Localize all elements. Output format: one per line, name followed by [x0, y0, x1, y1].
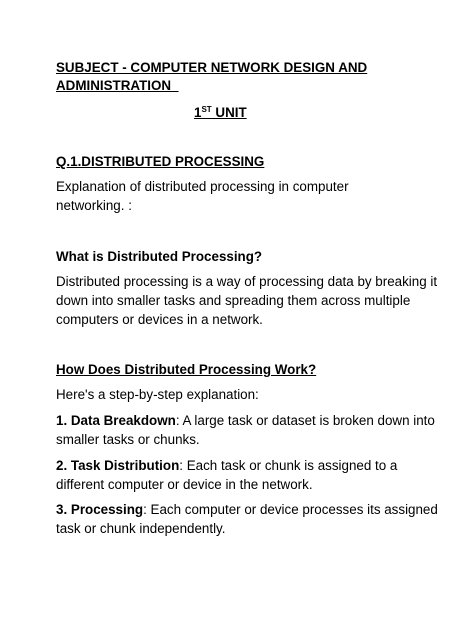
step-3-label: 3. Processing — [56, 502, 144, 517]
how-heading-text: How Does Distributed Processing Work? — [56, 362, 317, 377]
step-2-label: 2. Task Distribution — [56, 458, 180, 473]
subject-title-text-1: SUBJECT - COMPUTER NETWORK DESIGN AND — [56, 60, 368, 75]
how-intro-text: Here's a step-by-step explanation: — [56, 387, 259, 402]
step-3-text-1: : Each computer or device processes its assigned — [143, 502, 438, 517]
what-paragraph-line-2 — [56, 292, 410, 310]
unit-heading — [194, 104, 247, 122]
step-3-line-1 — [56, 501, 438, 519]
question-heading — [56, 153, 264, 171]
what-heading — [56, 248, 262, 266]
subject-title-line-1 — [56, 59, 367, 77]
question-heading-text: Q.1.DISTRIBUTED PROCESSING — [56, 154, 265, 169]
intro-paragraph-line-1 — [56, 178, 349, 196]
how-heading — [56, 361, 316, 379]
unit-word: UNIT — [211, 105, 247, 120]
intro-text-2: networking. : — [56, 198, 132, 213]
unit-number: 1 — [194, 105, 202, 120]
intro-paragraph-line-2 — [56, 197, 132, 215]
what-paragraph-line-3 — [56, 311, 263, 329]
step-1-line-2 — [56, 431, 200, 449]
unit-superscript: ST — [201, 105, 212, 114]
intro-text-1: Explanation of distributed processing in computer — [56, 179, 349, 194]
what-text-1: Distributed processing is a way of processing data by breaking it — [56, 274, 438, 289]
step-3-text-2: task or chunk independently. — [56, 521, 226, 536]
how-intro — [56, 386, 259, 404]
step-1-label: 1. Data Breakdown — [56, 413, 176, 428]
step-2-line-1 — [56, 457, 397, 475]
step-1-line-1 — [56, 412, 435, 430]
what-text-3: computers or devices in a network. — [56, 312, 263, 327]
step-2-line-2 — [56, 476, 313, 494]
what-text-2: down into smaller tasks and spreading them across multiple — [56, 293, 411, 308]
step-3-line-2 — [56, 520, 225, 538]
step-1-text-1: : A large task or dataset is broken down into — [175, 413, 435, 428]
subject-title-text-2: ADMINISTRATION — [56, 78, 172, 93]
step-2-text-1: : Each task or chunk is assigned to a — [179, 458, 398, 473]
subject-title-line-2 — [56, 77, 179, 95]
step-1-text-2: smaller tasks or chunks. — [56, 432, 200, 447]
what-paragraph-line-1 — [56, 273, 437, 291]
step-2-text-2: different computer or device in the network. — [56, 477, 313, 492]
what-heading-text: What is Distributed Processing? — [56, 249, 263, 264]
